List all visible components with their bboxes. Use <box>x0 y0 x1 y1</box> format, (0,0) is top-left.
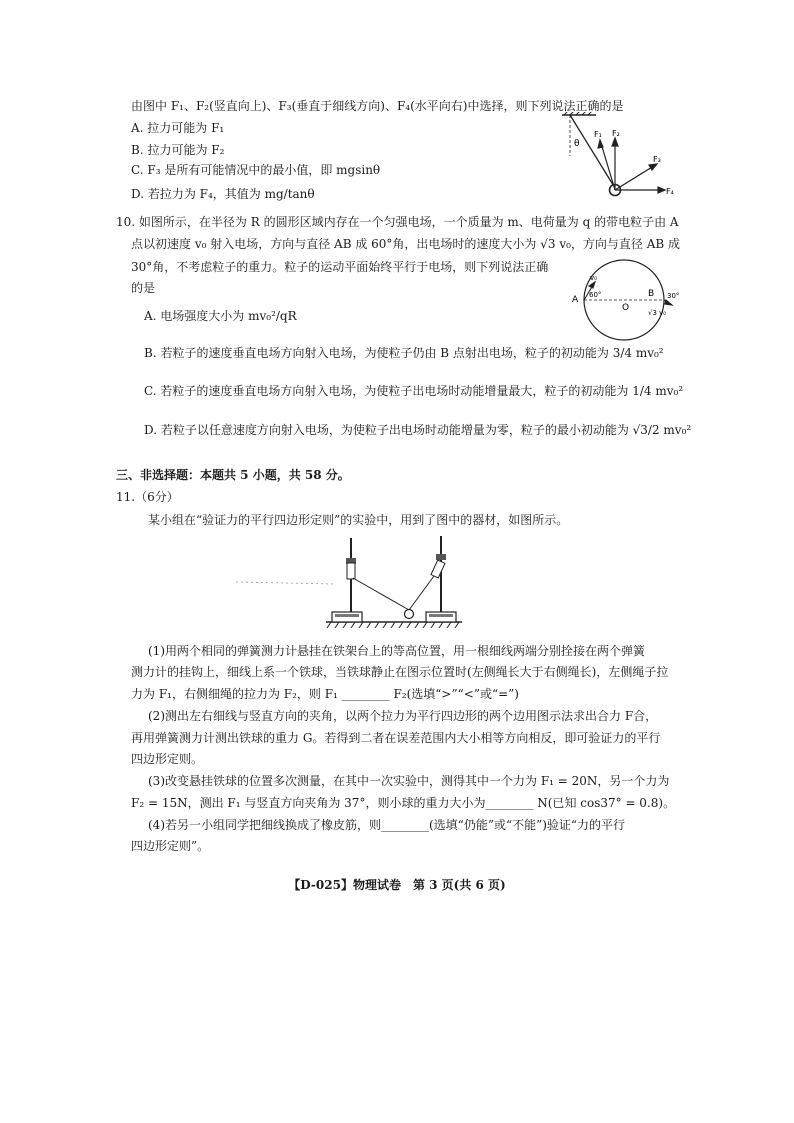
q9-label-f2: F₂ <box>612 129 620 138</box>
q11-part-1-line-2: 测力计的挂钩上，细线上系一个铁球，当铁球静止在图示位置时(左侧绳长大于右侧绳长)，左侧绳子拉 <box>131 665 669 679</box>
q11-part-2-line-1: (2)测出左右细线与竖直方向的夹角，以两个拉力为平行四边形的两个边用图示法求出合力 F合， <box>148 709 658 723</box>
q11-apparatus-diagram <box>236 530 498 634</box>
q10-option-b: B. 若粒子的速度垂直电场方向射入电场，为使粒子仍由 B 点射出电场，粒子的初动能为 3/4 mv₀² <box>144 346 664 360</box>
q10-label-30deg: 30° <box>667 292 680 300</box>
page-footer: 【D-025】物理试卷 第 3 页(共 6 页) <box>288 878 506 892</box>
q11-part-1-line-1: (1)用两个相同的弹簧测力计悬挂在铁架台上的等高位置，用一根细线两端分别拴接在两个弹簧 <box>148 644 646 658</box>
q10-option-c: C. 若粒子的速度垂直电场方向射入电场，为使粒子出电场时动能增量最大，粒子的初动能为 1/4 mv₀² <box>144 384 684 398</box>
q9-option-b: B. 拉力可能为 F₂ <box>131 143 225 157</box>
q9-option-c: C. F₃ 是所有可能情况中的最小值，即 mgsinθ <box>131 163 381 177</box>
q11-part-1-line-3: 力为 F₁，右侧细绳的拉力为 F₂，则 F₁ ________ F₂(选填“>”“<”或“=”) <box>131 687 519 701</box>
q11-intro: 某小组在“验证力的平行四边形定则”的实验中，用到了图中的器材，如图所示。 <box>148 513 569 527</box>
section-3-heading: 三、非选择题：本题共 5 小题，共 58 分。 <box>116 468 350 482</box>
q10-stem-line-4: 的是 <box>131 281 156 295</box>
q9-label-f4: F₄ <box>666 187 674 196</box>
q10-circle-diagram <box>568 255 680 345</box>
q10-option-a: A. 电场强度大小为 mv₀²/qR <box>144 309 297 323</box>
q11-iron-ball <box>405 610 414 619</box>
q11-part-4-line-2: 四边形定则”。 <box>131 839 210 853</box>
q10-stem-line-2: 点以初速度 v₀ 射入电场，方向与直径 AB 成 60°角，出电场时的速度大小为 √3 v₀，方向与直径 AB 成 <box>131 237 681 251</box>
q10-label-a: A <box>572 295 579 305</box>
q10-label-o: O <box>622 303 630 313</box>
q10-label-60deg: 60° <box>589 291 602 299</box>
q10-label-b: B <box>648 289 655 299</box>
q9-label-f3: F₃ <box>653 155 661 164</box>
q10-label-v0: v₀ <box>590 274 597 282</box>
q11-part-2-line-2: 再用弹簧测力计测出铁球的重力 G。若得到二者在误差范围内大小相等方向相反，即可验证力的平行 <box>131 731 661 745</box>
q11-part-4-line-1: (4)若另一小组同学把细线换成了橡皮筋，则________(选填“仍能”或“不能”)验证“力的平行 <box>148 818 626 832</box>
q10-stem-line-1: 10. 如图所示，在半径为 R 的圆形区域内存在一个匀强电场，一个质量为 m、电荷量为 q 的带电粒子由 A <box>116 215 679 229</box>
q10-option-d: D. 若粒子以任意速度方向射入电场，为使粒子出电场时动能增量为零，粒子的最小初动能为 √3/2 mv₀² <box>144 423 692 437</box>
q10-label-sqrt3v0: √3 v₀ <box>648 309 667 317</box>
q9-option-d: D. 若拉力为 F₄，其值为 mg/tanθ <box>131 187 315 201</box>
q9-label-theta: θ <box>574 139 580 149</box>
q11-title: 11.（6分） <box>116 490 179 504</box>
q11-part-3-line-1: (3)改变悬挂铁球的位置多次测量，在其中一次实验中，测得其中一个力为 F₁ = 20N，另一个力为 <box>148 774 670 788</box>
q9-force-diagram <box>560 112 680 202</box>
q10-stem-line-3: 30°角，不考虑粒子的重力。粒子的运动平面始终平行于电场，则下列说法正确 <box>131 260 549 274</box>
q11-part-2-line-3: 四边形定则。 <box>131 752 204 766</box>
q9-option-a: A. 拉力可能为 F₁ <box>131 121 225 135</box>
q11-part-3-line-2: F₂ = 15N，测出 F₁ 与竖直方向夹角为 37°，则小球的重力大小为________ N(已知 cos37° = 0.8)。 <box>131 796 676 810</box>
q9-stem: 由图中 F₁、F₂(竖直向上)、F₃(垂直于细线方向)、F₄(水平向右)中选择，则下列说法正确的是 <box>131 99 624 113</box>
q9-label-f1: F₁ <box>594 130 602 139</box>
